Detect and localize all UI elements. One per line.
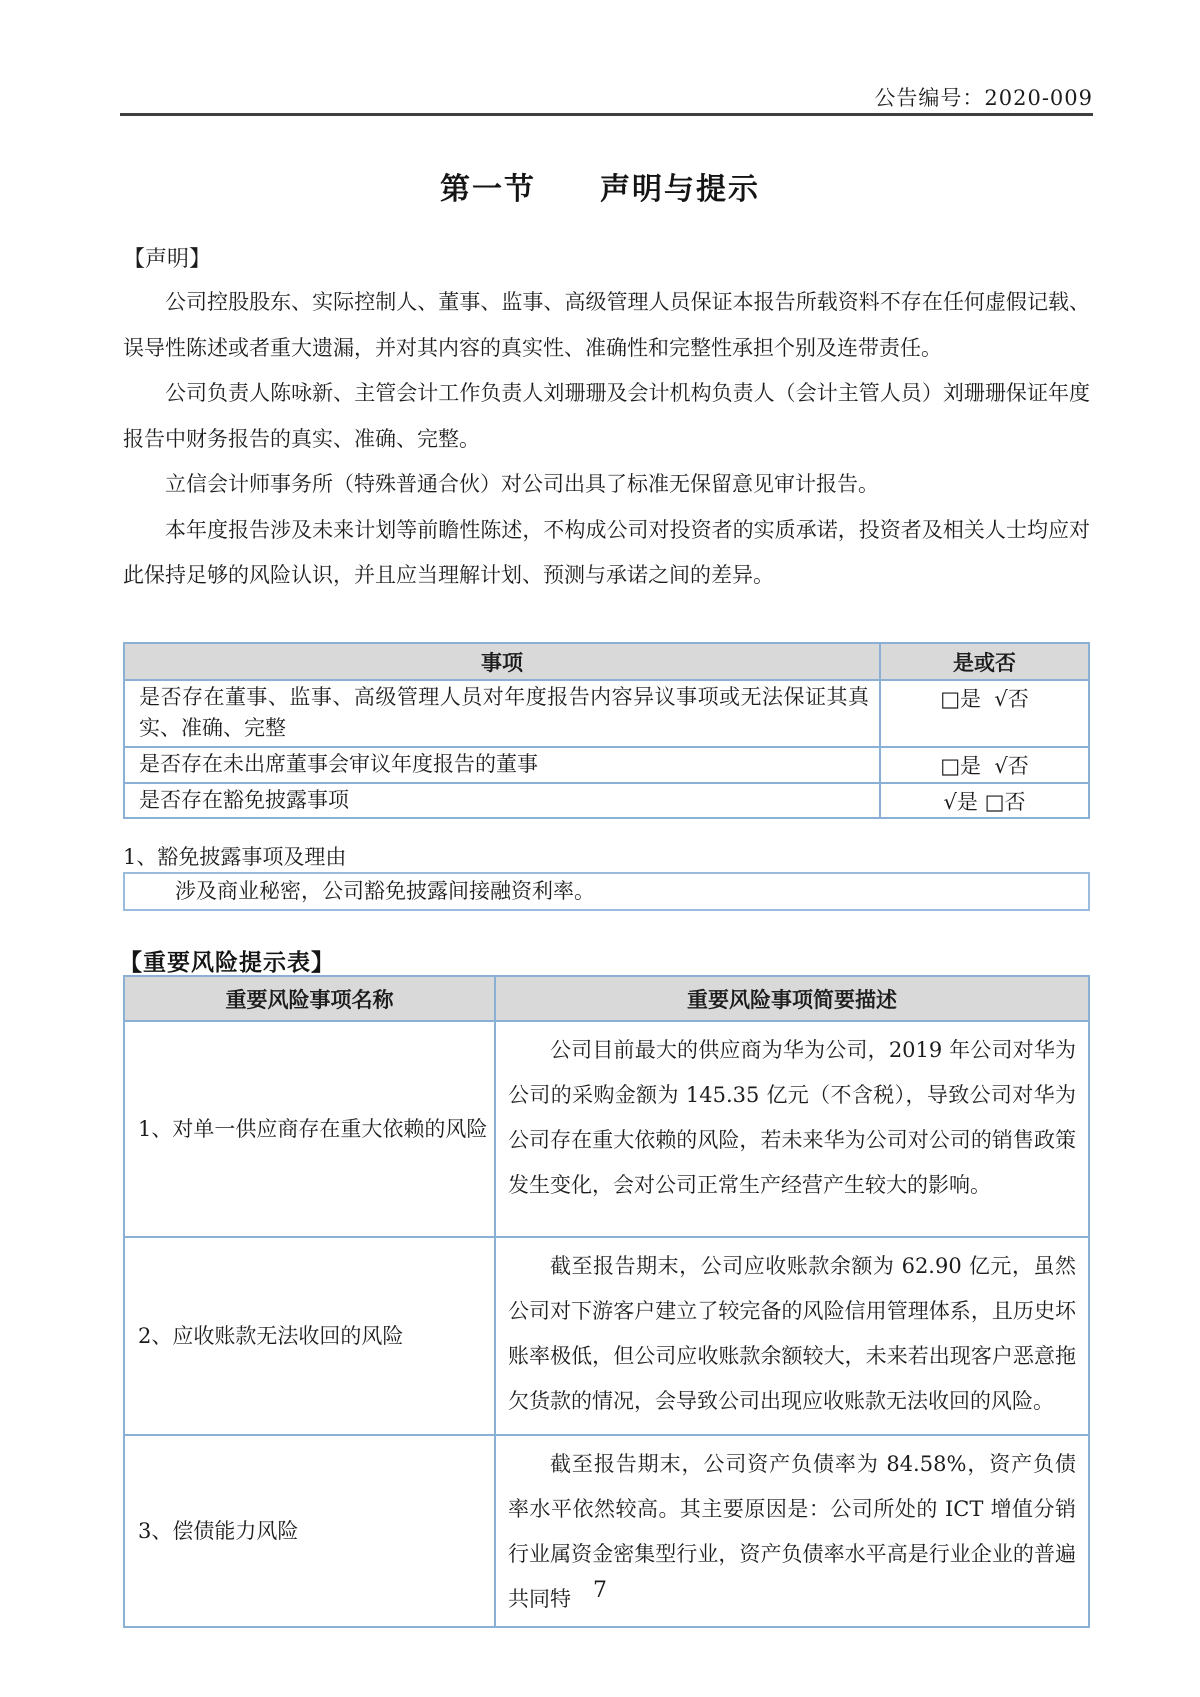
- risk-name-cell: 3、偿债能力风险: [124, 1435, 495, 1627]
- exemption-heading: 1、豁免披露事项及理由: [123, 845, 347, 869]
- declaration-paragraph-1: 公司控股股东、实际控制人、董事、监事、高级管理人员保证本报告所载资料不存在任何虚假记载、误导性陈述或者重大遗漏，并对其内容的真实性、准确性和完整性承担个别及连带责任。: [123, 290, 1090, 360]
- risk-desc-cell: [495, 1021, 1089, 1237]
- item-cell: 是否存在董事、监事、高级管理人员对年度报告内容异议事项或无法保证其真实、准确、完整: [124, 680, 880, 747]
- yes-no-table: [123, 642, 1090, 819]
- yes-no-table-header-answer: 是或否: [880, 643, 1089, 680]
- risk-table-header-desc: 重要风险事项简要描述: [495, 976, 1089, 1021]
- yes-no-table-header-row: [124, 643, 1089, 680]
- yes-no-table-row-2: [124, 747, 1089, 783]
- yes-no-table-row-1: [124, 680, 1089, 747]
- risk-table-label: 【重要风险提示表】: [119, 950, 335, 976]
- risk-table-row-1: [124, 1021, 1089, 1237]
- risk-table: [123, 975, 1090, 1628]
- item-cell: 是否存在未出席董事会审议年度报告的董事: [124, 747, 880, 783]
- declaration-paragraph-2: 公司负责人陈咏新、主管会计工作负责人刘珊珊及会计机构负责人（会计主管人员）刘珊珊保证年度报告中财务报告的真实、准确、完整。: [123, 381, 1090, 451]
- risk-name-cell: 2、应收账款无法收回的风险: [124, 1237, 495, 1435]
- answer-cell: √是 □否: [880, 783, 1089, 818]
- risk-table-row-2: [124, 1237, 1089, 1435]
- answer-cell: □是 √否: [880, 680, 1089, 747]
- risk-table-header-row: [124, 976, 1089, 1021]
- risk-name-cell: 1、对单一供应商存在重大依赖的风险: [124, 1021, 495, 1237]
- risk-desc-text: 公司目前最大的供应商为华为公司，2019 年公司对华为公司的采购金额为 145.35 亿元（不含税），导致公司对华为公司存在重大依赖的风险，若未来华为公司对公司的销售政策发生变化，会对公司正常生产经营产生较大的影响。: [508, 1038, 1076, 1197]
- risk-desc-cell: [495, 1237, 1089, 1435]
- exemption-content-box: 涉及商业秘密，公司豁免披露间接融资利率。: [123, 872, 1090, 911]
- item-cell: 是否存在豁免披露事项: [124, 783, 880, 818]
- page-number: 7: [593, 1578, 607, 1603]
- declaration-paragraph-4: 本年度报告涉及未来计划等前瞻性陈述，不构成公司对投资者的实质承诺，投资者及相关人士均应对此保持足够的风险认识，并且应当理解计划、预测与承诺之间的差异。: [123, 517, 1090, 587]
- risk-desc-text: 截至报告期末，公司资产负债率为 84.58%，资产负债率水平依然较高。其主要原因是：公司所处的 ICT 增值分销行业属资金密集型行业，资产负债率水平高是行业企业的普遍共同特: [508, 1452, 1076, 1611]
- yes-no-table-row-3: [124, 783, 1089, 818]
- yes-no-table-header-item: 事项: [124, 643, 880, 680]
- section-title: 第一节 声明与提示: [440, 172, 760, 207]
- answer-cell: □是 √否: [880, 747, 1089, 783]
- risk-desc-text: 截至报告期末，公司应收账款余额为 62.90 亿元，虽然公司对下游客户建立了较完备的风险信用管理体系，且历史坏账率极低，但公司应收账款余额较大，未来若出现客户恶意拖欠货款的情况，会导致公司出现应收账款无法收回的风险。: [508, 1254, 1076, 1413]
- declaration-paragraph-3: 立信会计师事务所（特殊普通合伙）对公司出具了标准无保留意见审计报告。: [165, 472, 879, 496]
- announcement-number: 公告编号：2020-009: [874, 86, 1093, 110]
- risk-table-header-name: 重要风险事项名称: [124, 976, 495, 1021]
- header-divider: [120, 113, 1093, 116]
- declaration-label: 【声明】: [123, 247, 212, 272]
- declaration-paragraphs: [123, 280, 1090, 599]
